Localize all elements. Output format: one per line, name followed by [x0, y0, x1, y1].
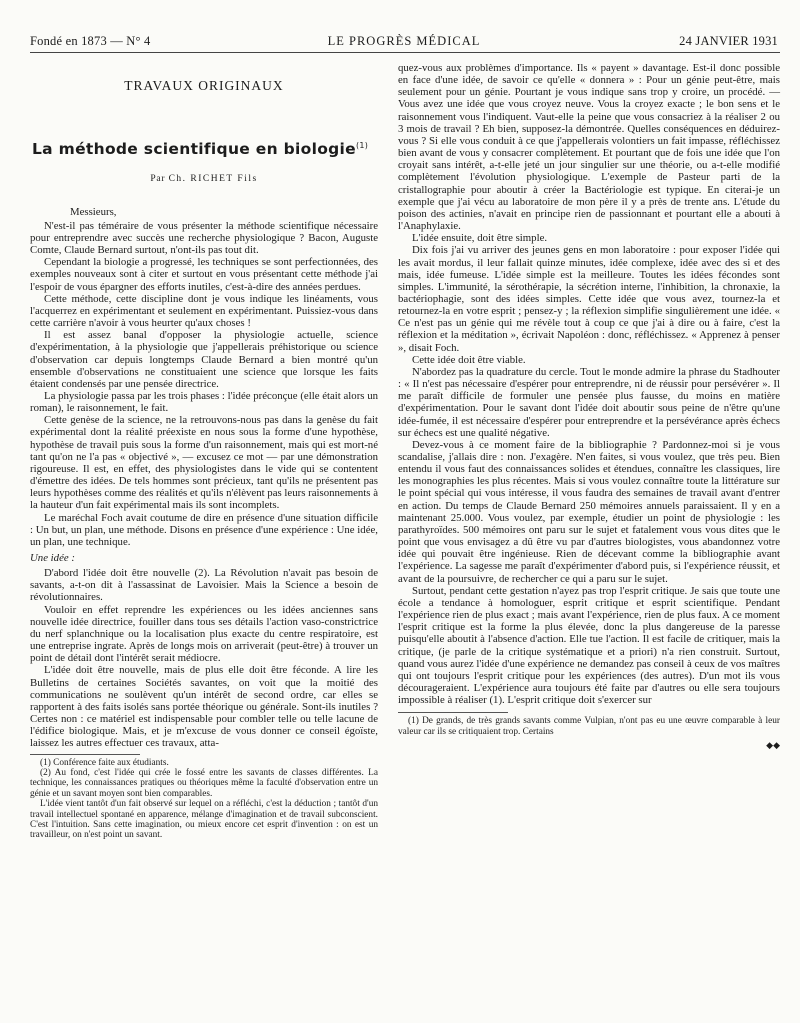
paragraph: N'abordez pas la quadrature du cercle. Tout le monde admire la phrase du Stadhouter : « Il n'est pas nécessaire d'espérer pour entreprendre, ni de réussir pour persévérer ». Il me paraît difficile de formuler une pensée plus fausse, du moins en matière d'expérimentation. Pour le savant dont l'idée doit aboutir sous peine de n'être qu'une idée-fumée, il est nécessaire d'espérer pour entreprendre et la persévérance après échecs sur échecs est une qualité négative.	[398, 365, 780, 439]
paragraph: Cette méthode, cette discipline dont je vous indique les linéaments, vous l'acquerrez en expérimentant et seulement en expérimentant. Puissiez-vous dans cette carrière n'avoir à vous heurter qu'aux choses !	[30, 292, 378, 330]
paragraph: Cependant la biologie a progressé, les techniques se sont perfectionnées, des exemples nouveaux sont à citer et surtout en vous présentant cette méthode j'ai l'espoir de vous épargner des efforts inutiles, c'est-à-dire des années perdues.	[30, 256, 378, 293]
subheading: Une idée :	[30, 552, 75, 564]
author-name: Ch. RICHET Fils	[168, 174, 258, 185]
footnote: (1) De grands, de très grands savants comme Vulpian, n'ont pas eu une œuvre comparable à leur valeur car ils se critiquaient trop. Certains	[398, 716, 780, 737]
paragraph: Cette idée doit être viable.	[412, 353, 526, 366]
article-title	[30, 140, 378, 159]
running-header	[30, 34, 778, 50]
paragraph: Surtout, pendant cette gestation n'ayez pas trop l'esprit critique. Je sais que toute une école a tendance à homologuer, esprit critique et esprit scientifique. Pendant l'expérience rien de plus exact ; mais avant l'expérience, rien de plus faux. A ce moment l'esprit critique est la forme la plus élevée, donc la plus dangereuse de la paresse puisqu'elle aboutit à l'absence d'action. Elle tue l'action. Il est facile de critiquer, mais la critique, (je parle de la critique systématique et a priori) n'a rien construit. Surtout, quand vous aurez l'idée d'une expérience ne demandez pas conseil à ceux de vos maîtres qui ont toujours l'esprit critique pour les expériences (des autres). D'un mot ils vous décourageraient. L'expérience aura toujours été faite par d'autres ou elle sera toujours impossible à réaliser (1). L'esprit critique doit s'exercer sur	[398, 584, 780, 707]
paragraph: L'idée ensuite, doit être simple.	[412, 232, 548, 245]
paragraph: D'abord l'idée doit être nouvelle (2). La Révolution n'avait pas besoin de savants, a-t-on dit à l'assassinat de Lavoisier. Mais la Science a besoin de révolutionnaires.	[30, 567, 378, 604]
right-column	[398, 62, 780, 751]
article-title-text: La méthode scientifique en biologie	[32, 140, 356, 159]
paragraph: Dix fois j'ai vu arriver des jeunes gens en mon laboratoire : pour exposer l'idée qui les avait mordus, il leur fallait quinze minutes, idée complexe, idée avec des si et des mais, idée fumeuse. L'idée simple est la meilleure. Toutes les idées fécondes sont simples. L'immunité, la sérothérapie, la sécrétion interne, l'inhibition, la chronaxie, la bactériophagie, sont des idées simples. Cette idée que vous avez, tournez-la et retournez-la en votre esprit ; pensez-y ; la réflexion simplifie singulièrement une idée. « Ce n'est pas un génie qui me révèle tout à coup ce que j'ai à dire ou à faire, c'est la réflexion et la méditation », écrivait Napoléon : donc, réfléchissez. « Apprenez à penser », disait Foch.	[398, 244, 780, 354]
footnote: L'idée vient tantôt d'un fait observé sur lequel on a réfléchi, c'est la déduction ; tantôt d'un travail intellectuel spontané en apparence, mélange d'imagination et de travail subconscient. C'est l'intuition. Sans cette imagination, ou mieux encore cet esprit d'invention : on est un travailleur, on n'est point un savant.	[30, 799, 378, 841]
footnote: (2) Au fond, c'est l'idée qui crée le fossé entre les savants de classes différentes. La technique, les connaissances pratiques ou théoriques même la faculté d'observation entre un génie et un savant moyen sont bien comparables.	[30, 767, 378, 799]
header-founded: Fondé en 1873 — N° 4	[30, 34, 151, 48]
byline	[30, 173, 378, 185]
journal-title: LE PROGRÈS MÉDICAL	[327, 34, 481, 48]
byline-prefix: Par	[150, 174, 166, 185]
issue-date: 24 JANVIER 1931	[679, 34, 778, 48]
page-ornament: ◆◆	[766, 740, 780, 751]
paragraph: Vouloir en effet reprendre les expériences ou les idées anciennes sans nouvelle idée directrice, fouiller dans tous ses détails l'action vaso-constrictrice du nerf splanchnique ou la localisation plus exacte du centre respiratoire, est une entreprise ingrate. Après de longs mois on arriverait (peut-être) à trouver un point de détail dont l'intérêt serait médiocre.	[30, 603, 378, 665]
paragraph: Cette genèse de la science, ne la retrouvons-nous pas dans la genèse du fait expérimental dont la réalité préexiste en nous sous la forme d'une hypothèse, hypothèse de travail puis sous la forme d'un raisonnement, mais qui est mort-né tant qu'on ne l'a pas « objectivé », — excusez ce mot — par une démonstration rigoureuse. Il est, en effet, des physiologistes dans le vide qui se contentent d'émettre des idées. De tels hommes sont précieux, tant qu'ils ne présentent pas leurs hypothèses comme des réalités et qu'ils n'élèvent pas leurs raisonnements à la hauteur d'un fait expérimental mais ils sont incomplets.	[30, 414, 378, 512]
paragraph: quez-vous aux problèmes d'importance. Ils « payent » davantage. Est-il donc possible en face d'une idée, de savoir ce qu'elle « donnera » : Pour un génie peut-être, mais seulement pour un génie. Pourtant je vous indique sans trop y croire, un procédé. — Vous avez une idée que vous croyez neuve. Vous la croyez exacte ; le bon sens et le raisonnement vous l'indiquent. Vaut-elle la peine que vous consacriez à la réaliser 2 ou 3 mois de travail ? Eh bien, supposez-la démontrée. Quelles conséquences en déduirez-vous ? Si elle vous conduit à ce que j'appellerais volontiers un fait impasse, réfléchissez bien avant de vous y consacrer complètement. Et pourtant que de fois une idée que l'on croyait sans intérêt, a-t-elle jeté un jour singulier sur une théorie, ou a-t-elle modifié complètement l'évolution physiologique. L'exemple de Pasteur parti de la cristallographie pour aboutir à créer la Bactériologie est typique. En citerai-je un exemple que j'ai vécu au laboratoire de mon père il y a près de trente ans. L'étude du poison des actinies, n'avait en principe rien de passionnant et pourtant elle a abouti à l'Anaphylaxie.	[398, 62, 780, 233]
paragraph: N'est-il pas téméraire de vous présenter la méthode scientifique nécessaire pour entreprendre avec succès une recherche physiologique ? Bacon, Auguste Comte, Claude Bernard surtout, n'ont-ils pas tout dit.	[30, 219, 378, 257]
footnote: (1) Conférence faite aux étudiants.	[40, 757, 169, 768]
left-column	[30, 80, 378, 841]
paragraph: L'idée doit être nouvelle, mais de plus elle doit être féconde. A lire les Bulletins de certaines Sociétés savantes, on voit que la moitié des communications ne soulèvent qu'un intérêt de second ordre, car elles se rapportent à des faits isolés sans portée théorique ou générale. Sont-ils inutiles ? Certes non : ce matériel est indispensable pour combler telle ou telle lacune de l'édifice biologique. Mais, et je m'excuse de vous donner ce conseil égoïste, laissez les autres effectuer ces travaux, atta-	[30, 664, 378, 750]
header-rule	[30, 52, 780, 53]
paragraph: La physiologie passa par les trois phases : l'idée préconçue (elle était alors un roman), le raisonnement, le fait.	[30, 389, 378, 415]
paragraph: Messieurs,	[70, 205, 117, 218]
paragraph: Le maréchal Foch avait coutume de dire en présence d'une situation difficile : Un but, un plan, une méthode. Disons en présence d'une expérience : Une idée, un plan, une technique.	[30, 511, 378, 548]
paragraph: Devez-vous à ce moment faire de la bibliographie ? Pardonnez-moi si je vous scandalise, j'allais dire : non. J'exagère. N'en faites, si vous voulez, que très peu. Bien entendu il vous faut des connaissances solides et étendues, connaître les classiques, lire les monographies les plus récentes. Mais si vous voulez connaître toute la littérature sur le point spécial qui vous intéresse, il vous faudra des semaines de travail avant d'entrer en action. Du temps de Claude Bernard 250 mémoires annuels paraissaient. Il y en a maintenant 25.000. Vous voulez, par exemple, étudier un point de physiologie : les parathyroïdes. 500 mémoires ont paru sur le sujet et fatalement vous vous dites que le point que vous envisagez a dû être vu par d'autres biologistes, vous abandonnez votre idée qui pouvait être ingénieuse. Rien de décevant comme la bibliographie avant l'expérience. La sagesse me paraît d'expérimenter d'abord puis, si l'expérience réussit, et avant de la poursuivre, de rechercher ce qui a paru sur le sujet.	[398, 438, 780, 585]
footnote-rule	[30, 754, 140, 755]
title-footnote-mark: (1)	[355, 141, 369, 151]
footnote-rule	[398, 712, 508, 713]
section-heading: TRAVAUX ORIGINAUX	[124, 78, 284, 93]
paragraph: Il est assez banal d'opposer la physiologie actuelle, science d'expérimentation, à la physiologie que j'appellerais préhistorique ou science d'observation car depuis longtemps Claude Bernard a bien montré qu'un ensemble d'observations ne constituaient une science que lorsque les faits étaient condensés par une pensée directrice.	[30, 329, 378, 390]
